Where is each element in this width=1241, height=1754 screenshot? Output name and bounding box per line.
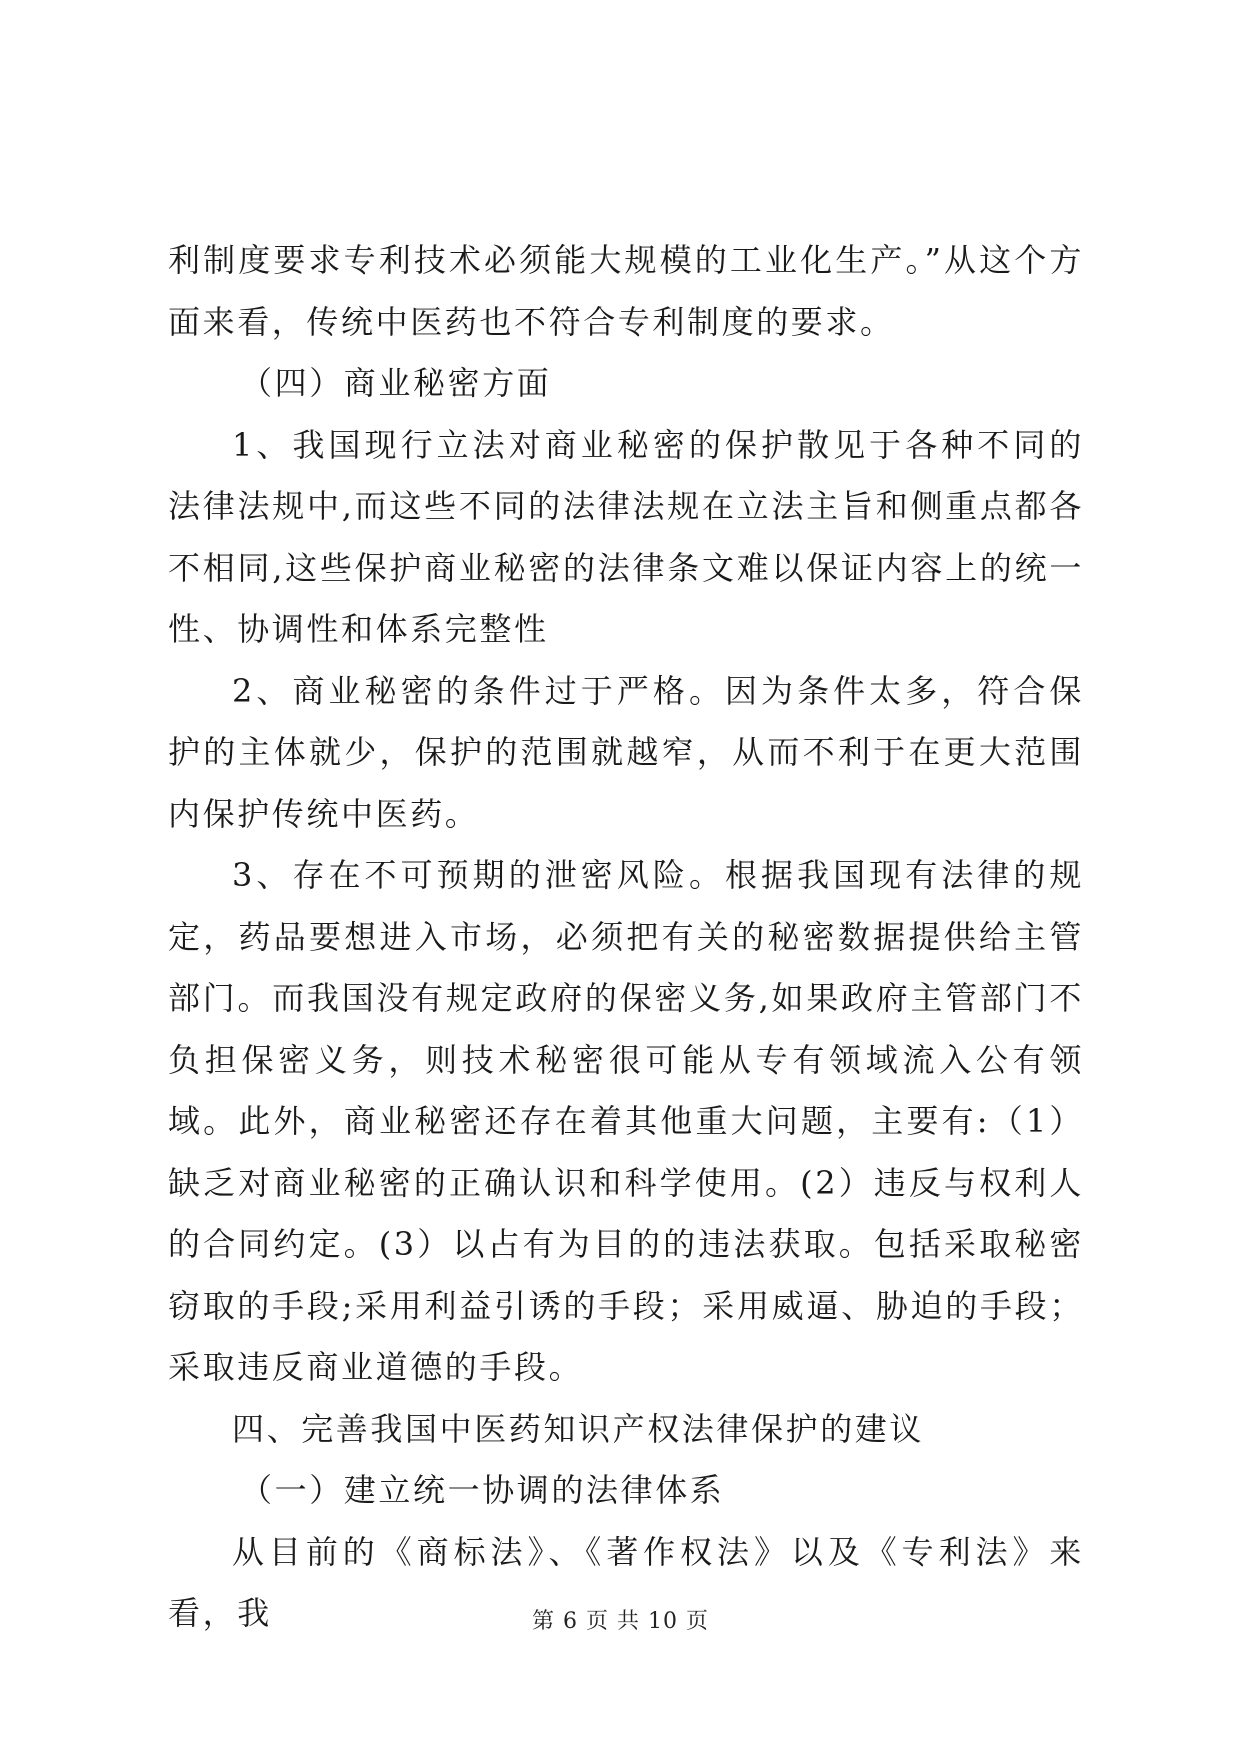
paragraph-2: 1、我国现行立法对商业秘密的保护散见于各种不同的法律法规中,而这些不同的法律法规在立法主旨和侧重点都各不相同,这些保护商业秘密的法律条文难以保证内容上的统一性、协调性和体系完整性	[168, 425, 1084, 648]
section-heading-suggestions: 四、完善我国中医药知识产权法律保护的建议	[232, 1409, 925, 1448]
paragraph-3: 2、商业秘密的条件过于严格。因为条件太多，符合保护的主体就少，保护的范围就越窄，从而不利于在更大范围内保护传统中医药。	[168, 671, 1084, 833]
paragraph-1: 利制度要求专利技术必须能大规模的工业化生产。”从这个方面来看，传统中医药也不符合专利制度的要求。	[168, 241, 1084, 341]
section-heading-trade-secrets: （四）商业秘密方面	[240, 364, 552, 402]
paragraph-4: 3、存在不可预期的泄密风险。根据我国现有法律的规定，药品要想进入市场，必须把有关的秘密数据提供给主管部门。而我国没有规定政府的保密义务,如果政府主管部门不负担保密义务，则技术秘密很可能从专有领域流入公有领域。此外，商业秘密还存在着其他重大问题，主要有:（1）缺乏对商业秘密的正确认识和科学使用。(2）违反与权利人的合同约定。(3）以占有为目的的违法获取。包括采取秘密窃取的手段;采用利益引诱的手段；采用威逼、胁迫的手段；采取违反商业道德的手段。	[168, 856, 1084, 1386]
paragraph-5: 从目前的《商标法》、《著作权法》以及《专利法》来看，我	[168, 1532, 1084, 1632]
subsection-heading-legal-system: （一）建立统一协调的法律体系	[240, 1471, 725, 1509]
document-body	[168, 230, 1084, 1645]
page-number-footer: 第 6 页 共 10 页	[532, 1609, 709, 1634]
